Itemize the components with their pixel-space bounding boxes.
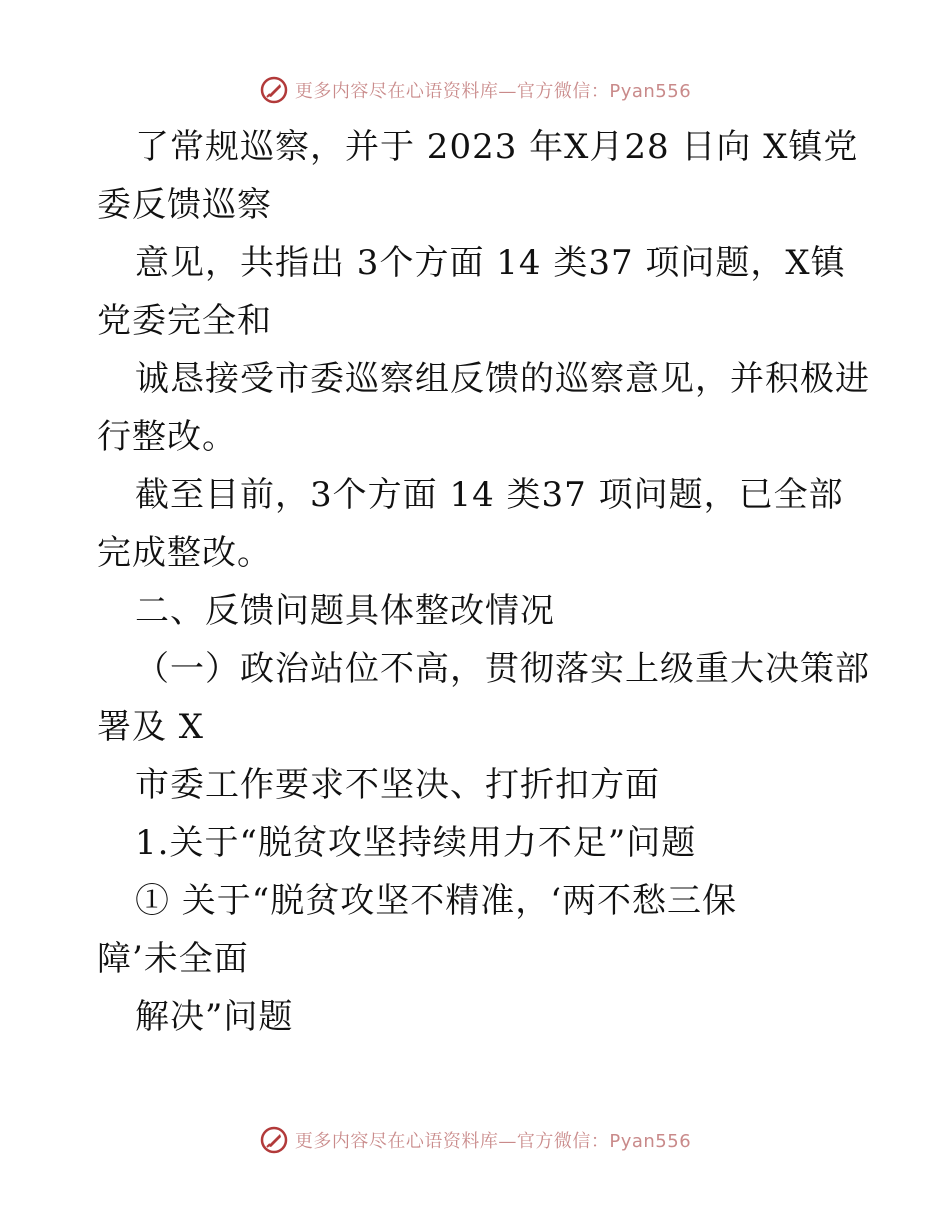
paragraph-line: 障’未全面 xyxy=(97,939,249,979)
paragraph-line: 行整改。 xyxy=(97,417,237,457)
banner-dash: — xyxy=(498,81,517,102)
header-watermark-banner xyxy=(0,70,950,110)
paragraph-line: 诚恳接受市委巡察组反馈的巡察意见，并积极进 xyxy=(135,359,870,399)
banner-slogan: 更多内容尽在心语资料库 xyxy=(294,81,499,102)
paragraph-line: 意见，共指出 3个方面 14 类37 项问题，X镇 xyxy=(135,243,846,283)
banner-dash: — xyxy=(498,1131,517,1152)
item-heading: 1.关于“脱贫攻坚持续用力不足”问题 xyxy=(135,823,697,863)
banner-wechat-id: Pyan556 xyxy=(609,81,692,102)
section-heading: 二、反馈问题具体整改情况 xyxy=(135,591,555,631)
paragraph-line: 了常规巡察，并于 2023 年X月28 日向 X镇党 xyxy=(135,127,859,167)
paragraph-line: 委反馈巡察 xyxy=(97,185,272,225)
banner-wechat-id: Pyan556 xyxy=(609,1131,692,1152)
header-watermark-text xyxy=(295,77,691,103)
document-body xyxy=(97,118,870,1046)
footer-watermark-banner xyxy=(0,1120,950,1160)
banner-slogan: 更多内容尽在心语资料库 xyxy=(294,1131,499,1152)
paragraph-line: 完成整改。 xyxy=(97,533,272,573)
banner-wechat-label: 官方微信： xyxy=(516,1131,610,1152)
quill-logo-icon xyxy=(259,1125,289,1155)
paragraph-line: 市委工作要求不坚决、打折扣方面 xyxy=(135,765,660,805)
paragraph-line: 党委完全和 xyxy=(97,301,272,341)
paragraph-line: 署及 X xyxy=(97,707,205,747)
footer-watermark-text xyxy=(295,1127,691,1153)
quill-logo-icon xyxy=(259,75,289,105)
banner-wechat-label: 官方微信： xyxy=(516,81,610,102)
paragraph-line: 解决”问题 xyxy=(135,997,294,1037)
subsection-heading: （一）政治站位不高，贯彻落实上级重大决策部 xyxy=(135,649,870,689)
paragraph-line: 截至目前，3个方面 14 类37 项问题，已全部 xyxy=(135,475,844,515)
sub-item-heading: ① 关于“脱贫攻坚不精准，‘两不愁三保 xyxy=(135,881,737,921)
